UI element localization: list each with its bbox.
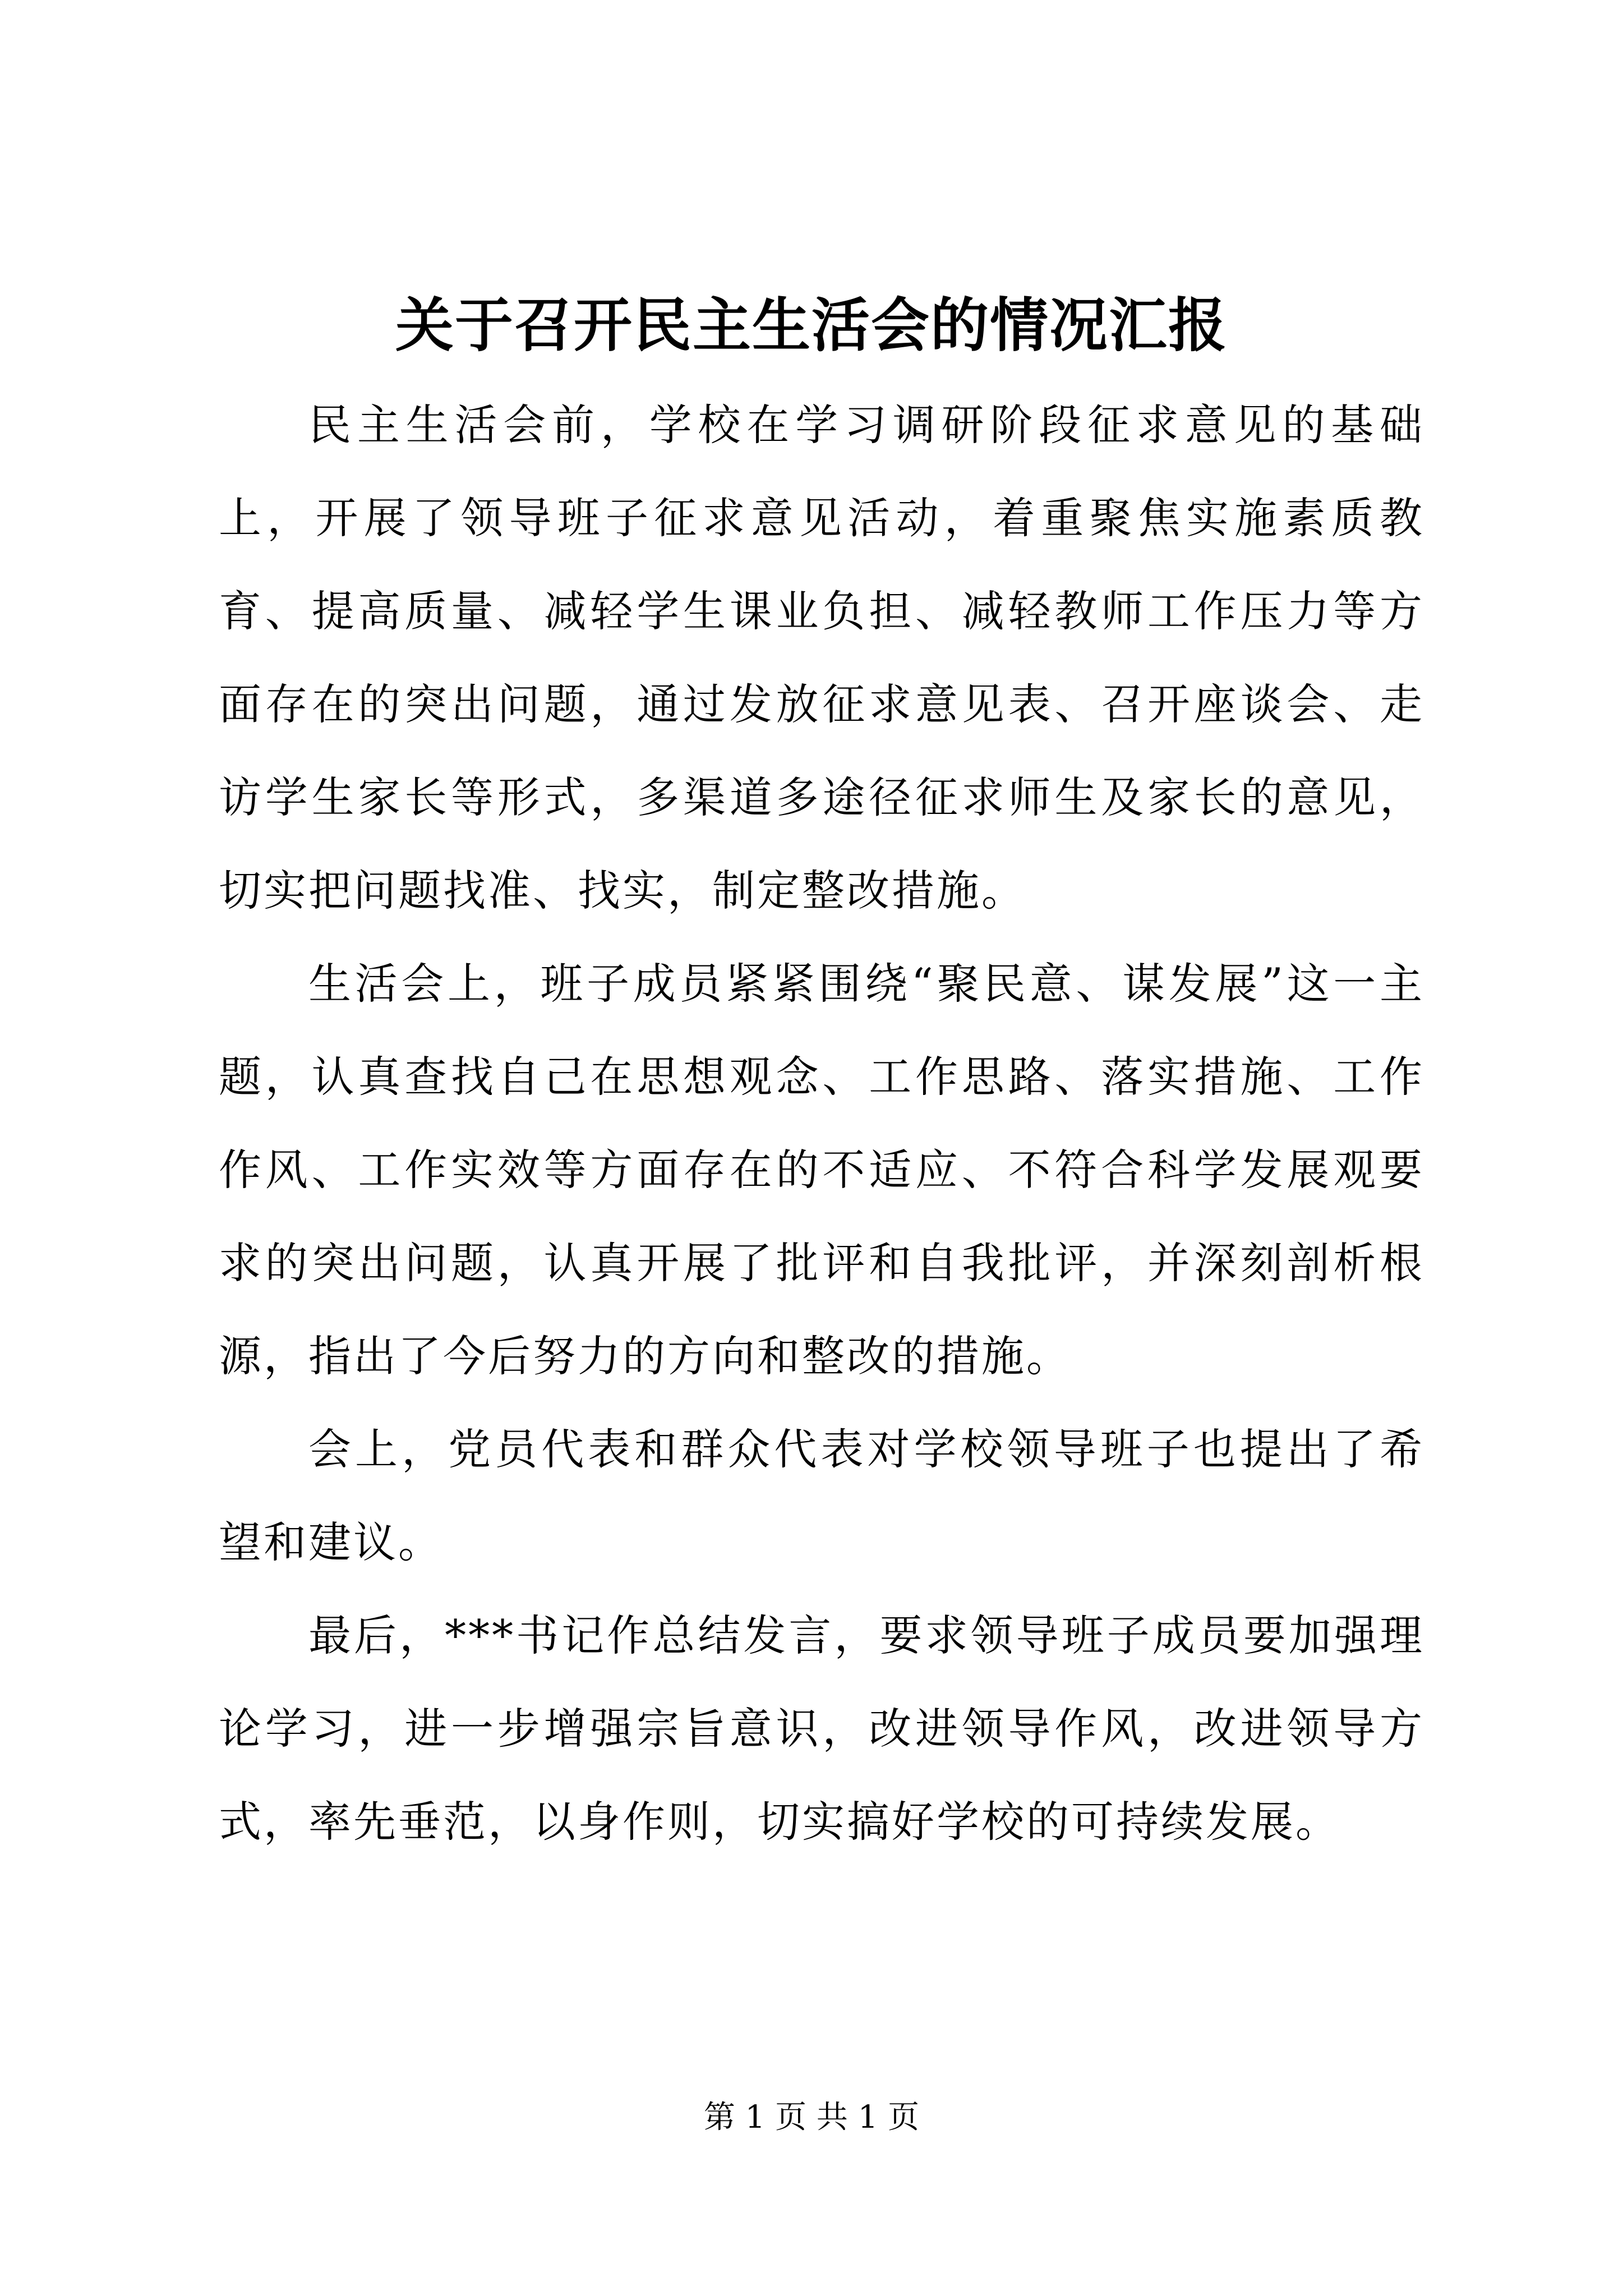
document-body bbox=[219, 379, 1424, 1869]
document-title: 关于召开民主生活会的情况汇报 bbox=[395, 291, 1228, 360]
page-number-footer: 第 1 页 共 1 页 bbox=[703, 2099, 920, 2136]
paragraph-4: 最后，***书记作总结发言，要求领导班子成员要加强理论学习，进一步增强宗旨意识，改进领导作风，改进领导方式，率先垂范，以身作则，切实搞好学校的可持续发展。 bbox=[219, 1611, 1424, 1847]
paragraph-2: 生活会上，班子成员紧紧围绕“聚民意、谋发展”这一主题，认真查找自己在思想观念、工作思路、落实措施、工作作风、工作实效等方面存在的不适应、不符合科学发展观要求的突出问题，认真开展了批评和自我批评，并深刻剖析根源，指出了今后努力的方向和整改的措施。 bbox=[219, 959, 1424, 1381]
paragraph-1: 民主生活会前，学校在学习调研阶段征求意见的基础上，开展了领导班子征求意见活动，着重聚焦实施素质教育、提高质量、减轻学生课业负担、减轻教师工作压力等方面存在的突出问题，通过发放征求意见表、召开座谈会、走访学生家长等形式，多渠道多途径征求师生及家长的意见，切实把问题找准、找实，制定整改措施。 bbox=[219, 400, 1424, 915]
paragraph-3: 会上，党员代表和群众代表对学校领导班子也提出了希望和建议。 bbox=[219, 1424, 1424, 1567]
